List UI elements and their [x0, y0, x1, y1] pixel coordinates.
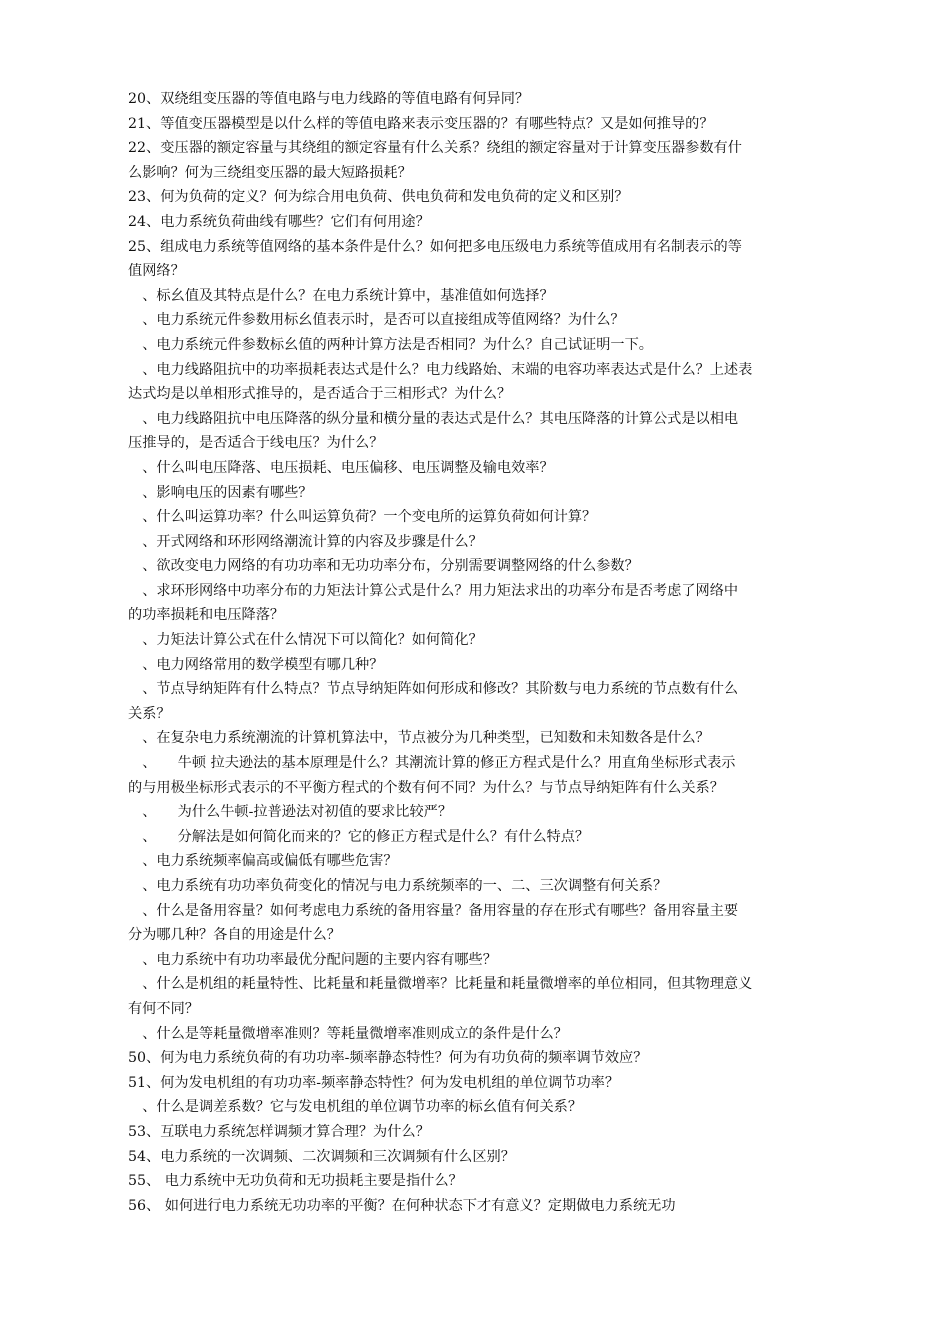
text-line: 、电力网络常用的数学模型有哪几种？	[128, 656, 384, 673]
text-line: 有何不同？	[128, 1000, 199, 1017]
text-line: 、求环形网络中功率分布的力矩法计算公式是什么？用力矩法求出的功率分布是否考虑了网络中	[128, 582, 739, 599]
text-line: 、 为什么牛顿-拉普逊法对初值的要求比较严？	[128, 804, 453, 821]
text-line: 分为哪几种？各自的用途是什么？	[128, 927, 341, 944]
text-line: 的与用极坐标形式表示的不平衡方程式的个数有何不同？为什么？与节点导纳矩阵有什么关系？	[128, 779, 724, 796]
text-line: 23、何为负荷的定义？何为综合用电负荷、供电负荷和发电负荷的定义和区别？	[128, 189, 629, 206]
text-line: 、什么是等耗量微增率准则？等耗量微增率准则成立的条件是什么？	[128, 1025, 568, 1042]
text-line: 、在复杂电力系统潮流的计算机算法中，节点被分为几种类型，已知数和未知数各是什么？	[128, 730, 710, 747]
text-line: 、什么是机组的耗量特性、比耗量和耗量微增率？比耗量和耗量微增率的单位相同，但其物理意义	[128, 976, 753, 993]
text-line: 、 牛顿 拉夫逊法的基本原理是什么？其潮流计算的修正方程式是什么？用直角坐标形式表示	[128, 755, 736, 772]
text-line: 压推导的，是否适合于线电压？为什么？	[128, 435, 384, 452]
text-line: 51、何为发电机组的有功功率-频率静态特性？何为发电机组的单位调节功率？	[128, 1074, 620, 1091]
text-line: 么影响？何为三绕组变压器的最大短路损耗？	[128, 164, 412, 181]
text-line: 54、电力系统的一次调频、二次调频和三次调频有什么区别？	[128, 1148, 515, 1165]
text-line: 56、 如何进行电力系统无功功率的平衡？在何种状态下才有意义？定期做电力系统无功	[128, 1197, 676, 1214]
text-line: 、标幺值及其特点是什么？在电力系统计算中，基准值如何选择？	[128, 287, 554, 304]
text-line: 、什么叫运算功率？什么叫运算负荷？一个变电所的运算负荷如何计算？	[128, 509, 597, 526]
text-line: 、电力系统有功功率负荷变化的情况与电力系统频率的一、二、三次调整有何关系？	[128, 878, 668, 894]
text-line: 关系？	[128, 705, 171, 722]
text-line: 21、等值变压器模型是以什么样的等值电路来表示变压器的？有哪些特点？又是如何推导的？	[128, 115, 714, 132]
text-line: 、节点导纳矩阵有什么特点？节点导纳矩阵如何形成和修改？其阶数与电力系统的节点数有什么	[128, 681, 739, 698]
text-line: 达式均是以单相形式推导的，是否适合于三相形式？为什么？	[128, 386, 512, 403]
text-line: 、电力线路阻抗中的功率损耗表达式是什么？电力线路始、末端的电容功率表达式是什么？上述表	[128, 361, 753, 378]
text-line: 、电力系统中有功功率最优分配问题的主要内容有哪些？	[128, 951, 497, 968]
text-line: 、 分解法是如何简化而来的？它的修正方程式是什么？有什么特点？	[128, 828, 590, 845]
document-page	[128, 87, 868, 1218]
text-line: 、电力系统频率偏高或偏低有哪些危害？	[128, 853, 398, 870]
text-line: 、什么是调差系数？它与发电机组的单位调节功率的标幺值有何关系？	[128, 1099, 583, 1116]
text-line: 、电力系统元件参数用标幺值表示时，是否可以直接组成等值网络？为什么？	[128, 312, 625, 329]
text-line: 的功率损耗和电压降落？	[128, 607, 285, 624]
text-line: 22、变压器的额定容量与其绕组的额定容量有什么关系？绕组的额定容量对于计算变压器参数有什	[128, 140, 742, 157]
text-line: 、什么是备用容量？如何考虑电力系统的备用容量？备用容量的存在形式有哪些？备用容量主要	[128, 902, 739, 919]
text-line: 24、电力系统负荷曲线有哪些？它们有何用途？	[128, 213, 430, 230]
text-line: 、电力线路阻抗中电压降落的纵分量和横分量的表达式是什么？其电压降落的计算公式是以相电	[128, 410, 739, 427]
text-line: 、影响电压的因素有哪些？	[128, 484, 313, 501]
text-line: 、开式网络和环形网络潮流计算的内容及步骤是什么？	[128, 533, 483, 550]
text-line: 、什么叫电压降落、电压损耗、电压偏移、电压调整及输电效率？	[128, 459, 554, 476]
text-line: 50、何为电力系统负荷的有功功率-频率静态特性？何为有功负荷的频率调节效应？	[128, 1050, 648, 1067]
text-line: 20、双绕组变压器的等值电路与电力线路的等值电路有何异同？	[128, 91, 530, 107]
text-line: 值网络？	[128, 263, 185, 280]
text-line: 、力矩法计算公式在什么情况下可以简化？如何简化？	[128, 632, 483, 649]
text-line: 55、 电力系统中无功负荷和无功损耗主要是指什么？	[128, 1173, 463, 1190]
text-line: 53、互联电力系统怎样调频才算合理？为什么？	[128, 1123, 430, 1140]
text-line: 、欲改变电力网络的有功功率和无功功率分布，分别需要调整网络的什么参数？	[128, 558, 639, 575]
text-line: 25、组成电力系统等值网络的基本条件是什么？如何把多电压级电力系统等值成用有名制表示的等	[128, 238, 742, 255]
text-line: 、电力系统元件参数标幺值的两种计算方法是否相同？为什么？自己试证明一下。	[128, 336, 653, 353]
